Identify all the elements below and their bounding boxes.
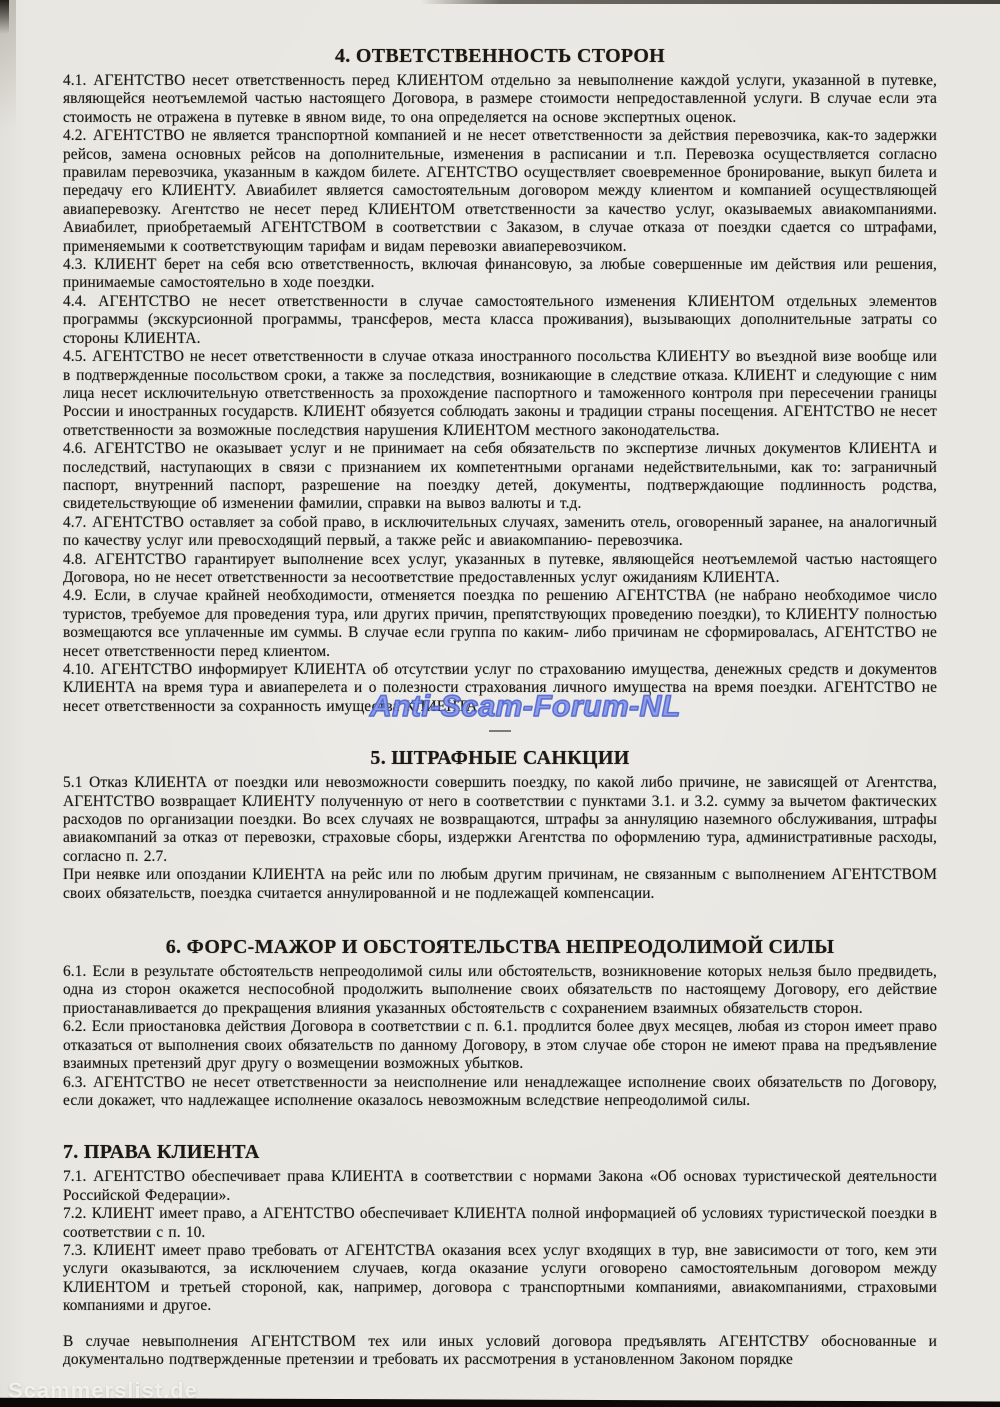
clause-4-8: 4.8. АГЕНТСТВО гарантирует выполнение всех услуг, указанных в путевке, являющейся неотъемлемой частью настоящего Договора, но не несет ответственности за несоответствие предоставленных услуг ожиданиям КЛИЕНТА. <box>63 550 937 586</box>
section-6-heading: 6. ФОРС-МАЖОР И ОБСТОЯТЕЛЬСТВА НЕПРЕОДОЛИМОЙ СИЛЫ <box>165 936 835 959</box>
section-client-rights <box>63 1140 937 1369</box>
clause-4-6: 4.6. АГЕНТСТВО не оказывает услуг и не принимает на себя обязательств по экспертизе личных документов КЛИЕНТА и последствий, наступающих в связи с признанием их компетентными органами недействительными, как то: заграничный паспорт, внутренний паспорт, разрешение на поездку детей, документы, подтверждающие подлинность родства, свидетельствующие об изменении фамилии, справки на вывоз валюты и т.д. <box>63 440 937 513</box>
clause-4-4: 4.4. АГЕНТСТВО не несет ответственности в случае самостоятельного изменения КЛИЕНТОМ отдельных элементов программы (экскурсионной программы, трансферов, места класса проживания), вызывающих дополнительные затраты со стороны КЛИЕНТА. <box>63 292 937 347</box>
clause-5-1: 5.1 Отказ КЛИЕНТА от поездки или невозможности совершить поездку, по какой либо причине, не зависящей от Агентства, АГЕНТСТВО возвращает КЛИЕНТУ полученную от него в соответствии с пунктами 3.1. и 3.2. сумму за вычетом фактических расходов по организации поездки. Во всех случаях не возвращаются, штрафы за аннуляцию наземного обслуживания, штрафы авиакомпаний за отказ от перевозки, страховые сборы, издержки Агентства по оформлению тура, административные расходы, согласно п. 2.7. <box>63 774 937 865</box>
clause-4-10: 4.10. АГЕНТСТВО информирует КЛИЕНТА об отсутствии услуг по страхованию имущества, денежных средств и документов КЛИЕНТА на время тура и авиаперелета и о полезности страхования личного имущества на время поездки. АГЕНТСТВО не несет ответственности за сохранность имущества КЛИЕНТА. <box>63 661 937 715</box>
closing-clause: В случае невыполнения АГЕНТСТВОМ тех или иных условий договора предъявлять АГЕНТСТВУ обоснованные и документально подтвержденные претензии и требовать их рассмотрения в установленном Законом порядке <box>63 1332 937 1368</box>
clause-7-3: 7.3. КЛИЕНТ имеет право требовать от АГЕНТСТВА оказания всех услуг входящих в тур, вне зависимости от того, кем эти услуги оказываются, за исключением случаев, когда оказание услуги оговорено самостоятельным договором между КЛИЕНТОМ и третьей стороной, как, например, договора с транспортными компаниями, авиакомпаниями, страховыми компаниями и другое. <box>63 1241 937 1315</box>
clause-7-1: 7.1. АГЕНТСТВО обеспечивает права КЛИЕНТА в соответствии с нормами Закона «Об основах туристической деятельности Российской Федерации». <box>63 1168 937 1204</box>
section-4-heading: 4. ОТВЕТСТВЕННОСТЬ СТОРОН <box>334 45 666 67</box>
clause-5-2: При неявке или опоздании КЛИЕНТА на рейс или по любым другим причинам, не связанным с выполнением АГЕНТСТВОМ своих обязательств, поездка считается аннулированной и не подлежащей компенсации. <box>63 866 937 902</box>
clause-6-3: 6.3. АГЕНТСТВО не несет ответственности за неисполнение или ненадлежащее исполнение своих обязательств по Договору, если докажет, что надлежащее исполнение оказалось невозможным вследствие непреодолимой силы. <box>63 1073 937 1109</box>
scan-edge-top <box>420 0 1000 4</box>
scan-edge-top-left <box>0 0 9 34</box>
clause-4-3: 4.3. КЛИЕНТ берет на себя всю ответственность, включая финансовую, за любые совершенные им действия или решения, принимаемые самостоятельно в ходе поездки. <box>63 256 937 292</box>
section-7-heading: 7. ПРАВА КЛИЕНТА <box>63 1141 260 1164</box>
clause-4-7: 4.7. АГЕНТСТВО оставляет за собой право, в исключительных случаях, заменить отель, оговоренный заранее, на аналогичный по качеству услуг или превосходящий первый, а также рейс и авиакомпанию- перевозчика. <box>63 513 937 550</box>
clause-4-1: 4.1. АГЕНТСТВО несет ответственность перед КЛИЕНТОМ отдельно за невыполнение каждой услуги, указанной в путевке, являющейся неотъемлемой частью настоящего Договора, в размере стоимости непредоставленной услуги. В случае если эта стоимость не отражена в путевке в явном виде, то она определяется на основе экспертных оценок. <box>63 72 937 126</box>
clause-4-2: 4.2. АГЕНТСТВО не является транспортной компанией и не несет ответственности за действия перевозчика, как-то задержки рейсов, замена основных рейсов на дополнительные, изменения в расписании и т.п. Перевозка осуществляется согласно правилам перевозчика, указанным в каждом билете. АГЕНТСТВО осуществляет своевременное бронирование, выкуп билета и передачу его КЛИЕНТУ. Авиабилет является самостоятельным договором между клиентом и компанией осуществляющей авиаперевозку. Агентство не несет перед КЛИЕНТОМ ответственности за качество услуг, оказываемых авиакомпаниями. Авиабилет, приобретаемый АГЕНТСТВОМ в соответствии с Заказом, в случае отказа от поездки сдается со штрафами, применяемыми к соответствующим тарифам и видам перевозки авиаперевозчиком. <box>63 127 937 255</box>
clause-4-9: 4.9. Если, в случае крайней необходимости, отменяется поездка по решению АГЕНТСТВА (не набрано необходимое число туристов, требуемое для проведения тура, или других причин, препятствующих проведению поездки), то КЛИЕНТУ полностью возмещаются все уплаченные им суммы. В случае если группа по каким- либо причинам не сформировалась, АГЕНТСТВО не несет ответственности перед клиентом. <box>63 587 937 660</box>
section-5-heading: 5. ШТРАФНЫЕ САНКЦИИ <box>370 747 630 770</box>
section-force-majeure <box>63 935 937 1110</box>
clause-6-2: 6.2. Если приостановка действия Договора в соответствии с п. 6.1. продлится более двух месяцев, любая из сторон имеет право отказаться от выполнения своих обязательств по данному Договору, в этом случае обе сторон не имеют права на предъявление взаимных претензий друг другу о возмещении возможных убытков. <box>63 1018 937 1073</box>
scammerslist-watermark: Scammerslist.de <box>8 1378 198 1403</box>
divider-dash <box>489 730 511 732</box>
clause-6-1: 6.1. Если в результате обстоятельств непреодолимой силы или обстоятельств, возникновение которых нельзя было предвидеть, одна из сторон окажется неспособной продолжить выполнение своих обязательств по настоящему Договору, его действие приостанавливается до прекращения влияния указанных обстоятельств с сохранением взаимных обязательств сторон. <box>63 963 937 1017</box>
anti-scam-watermark: Anti-Scam-Forum-NL <box>370 690 681 724</box>
clause-4-5: 4.5. АГЕНТСТВО не несет ответственности в случае отказа иностранного посольства КЛИЕНТУ во въездной визе вообще или в подтвержденные посольством сроки, а также за последствия, возникающие в следствие отказа. КЛИЕНТ и следующие с ним лица несет исключительную ответственность за прохождение паспортного и таможенного контроля при пересечении границы России и иностранных государств. КЛИЕНТ обязуется соблюдать законы и традиции страны посещения. АГЕНТСТВО не несет ответственности за возможные последствия нарушения КЛИЕНТОМ местного законодательства. <box>63 348 937 439</box>
section-liability <box>63 44 937 716</box>
section-penalties <box>63 746 937 903</box>
clause-7-2: 7.2. КЛИЕНТ имеет право, а АГЕНТСТВО обеспечивает КЛИЕНТА полной информацией об условиях туристической поездки в соответствии с п. 10. <box>63 1205 937 1241</box>
